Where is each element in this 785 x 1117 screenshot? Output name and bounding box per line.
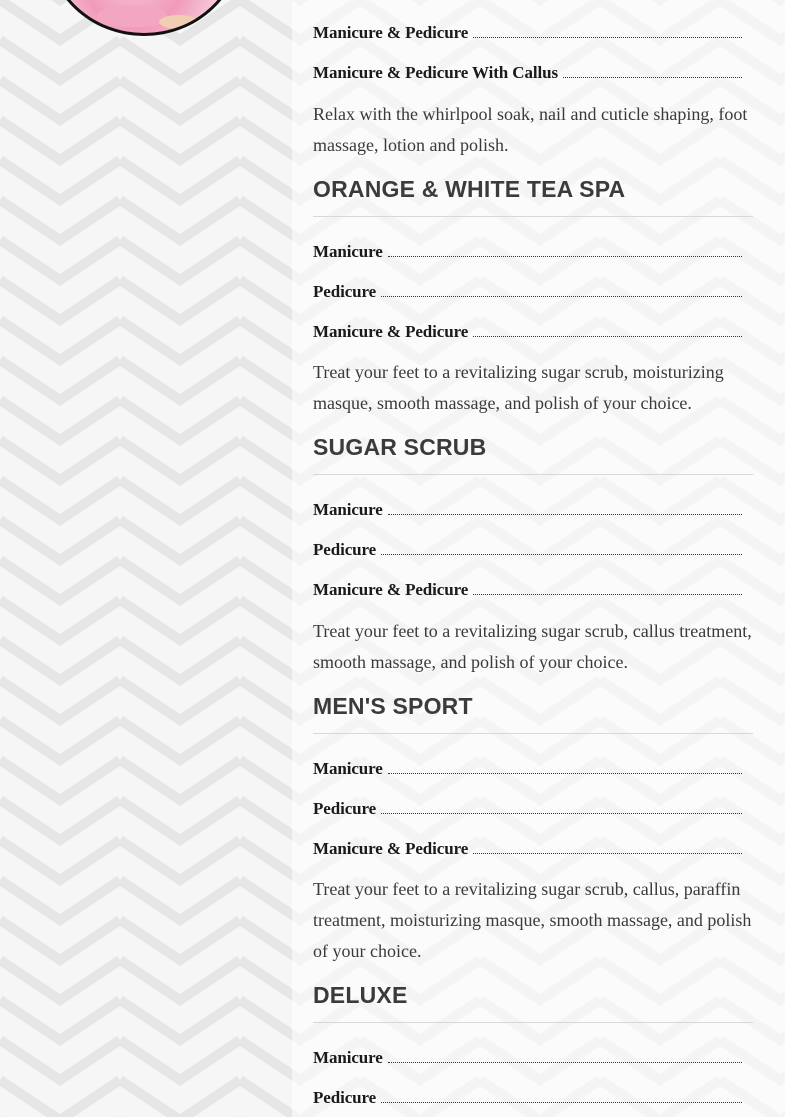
menu-item (313, 278, 742, 302)
section-description: Treat your feet to a revitalizing sugar scrub, moisturizing masque, smooth massage, and polish of your choice. (313, 362, 724, 413)
dotted-leader (388, 773, 742, 774)
section-description: Treat your feet to a revitalizing sugar scrub, callus, paraffin treatment, moisturizing masque, smooth massage, and polish of your choice. (313, 879, 752, 961)
dotted-leader (388, 514, 742, 515)
dotted-leader (381, 813, 742, 814)
dotted-leader (473, 336, 742, 337)
section-title: ORANGE & WHITE TEA SPA (313, 176, 626, 202)
section-divider (313, 216, 753, 217)
section-title: DELUXE (313, 982, 408, 1008)
dotted-leader (388, 256, 742, 257)
menu-item-label: Manicure & Pedicure (313, 23, 469, 42)
dotted-leader (381, 1102, 742, 1103)
menu-item (313, 19, 742, 43)
section-description: Treat your feet to a revitalizing sugar scrub, callus treatment, smooth massage, and polish of your choice. (313, 621, 752, 672)
dotted-leader (388, 1062, 742, 1063)
menu-item-label: Manicure & Pedicure (313, 580, 469, 599)
menu-item (313, 536, 742, 560)
menu-item-label: Pedicure (313, 540, 377, 559)
menu-item (313, 1084, 742, 1108)
menu-item-label: Manicure & Pedicure (313, 322, 469, 341)
menu-item-label: Manicure (313, 759, 383, 778)
menu-item-label: Pedicure (313, 282, 377, 301)
menu-item (313, 1044, 742, 1068)
dotted-leader (473, 37, 742, 38)
menu-item (313, 496, 742, 520)
menu-item-label: Pedicure (313, 1088, 377, 1107)
section-title: SUGAR SCRUB (313, 434, 487, 460)
menu-item-label: Manicure & Pedicure With Callus (313, 63, 558, 82)
menu-item (313, 238, 742, 262)
dotted-leader (473, 853, 742, 854)
flower-petal-shape (97, 5, 167, 27)
menu-item (313, 795, 742, 819)
dotted-leader (381, 554, 742, 555)
section-title: MEN'S SPORT (313, 693, 473, 719)
menu-item (313, 576, 742, 600)
menu-item (313, 318, 742, 342)
section-description: Relax with the whirlpool soak, nail and cuticle shaping, foot massage, lotion and polish. (313, 104, 748, 155)
toes-shape (159, 15, 199, 29)
dotted-leader (563, 77, 742, 78)
menu-item (313, 835, 742, 859)
menu-item-label: Manicure (313, 242, 383, 261)
menu-item-label: Manicure (313, 1048, 383, 1067)
section-divider (313, 474, 753, 475)
menu-item-label: Manicure (313, 500, 383, 519)
menu-item (313, 59, 742, 83)
menu-item (313, 755, 742, 779)
dotted-leader (473, 594, 742, 595)
section-divider (313, 733, 753, 734)
section-divider (313, 1022, 753, 1023)
dotted-leader (381, 296, 742, 297)
menu-item-label: Pedicure (313, 799, 377, 818)
menu-item-label: Manicure & Pedicure (313, 839, 469, 858)
